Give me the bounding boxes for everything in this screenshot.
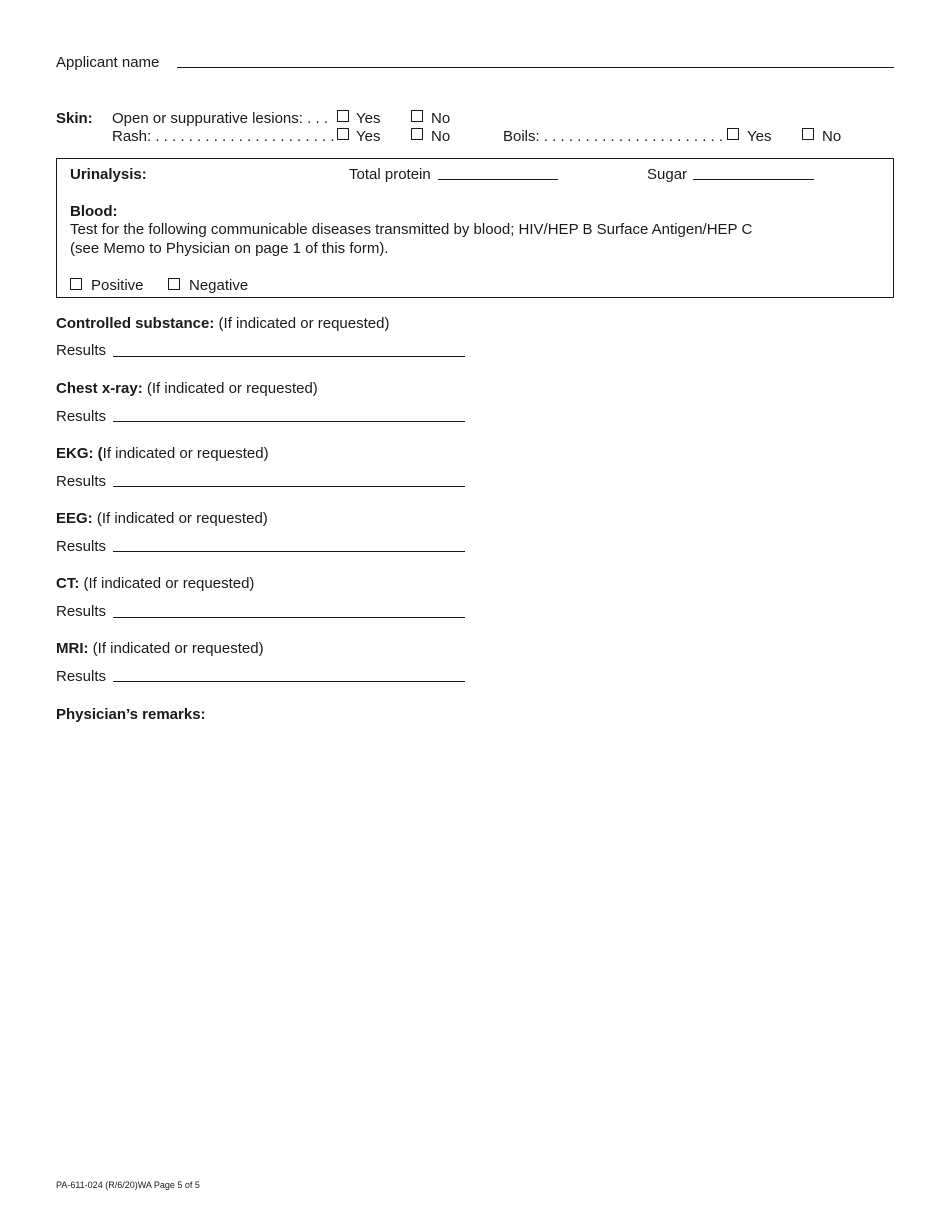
controlled-substance-heading bbox=[56, 315, 389, 332]
ekg-results-field[interactable] bbox=[113, 486, 465, 487]
ct-results-label: Results bbox=[56, 603, 107, 620]
blood-positive-checkbox[interactable] bbox=[70, 278, 82, 290]
physician-remarks-label: Physician’s remarks: bbox=[56, 706, 206, 723]
controlled-substance-results-label: Results bbox=[56, 342, 107, 359]
rash-no-label: No bbox=[431, 128, 451, 145]
skin-label: Skin: bbox=[56, 110, 93, 127]
ct-title: CT: bbox=[56, 575, 80, 592]
sugar-label: Sugar bbox=[647, 166, 688, 183]
blood-positive-label: Positive bbox=[91, 277, 144, 294]
blood-negative-label: Negative bbox=[189, 277, 249, 294]
rash-label: Rash: . . . . . . . . . . . . . . . . . . . . . . bbox=[112, 128, 335, 145]
rash-yes-checkbox[interactable] bbox=[337, 128, 349, 140]
chest-xray-heading bbox=[56, 380, 318, 397]
form-footer: PA-611-024 (R/6/20)WA Page 5 of 5 bbox=[56, 1180, 200, 1190]
sugar-field[interactable] bbox=[693, 179, 814, 180]
boils-yes-label: Yes bbox=[747, 128, 772, 145]
eeg-note: (If indicated or requested) bbox=[92, 510, 268, 527]
ekg-results-label: Results bbox=[56, 473, 107, 490]
chest-xray-note: (If indicated or requested) bbox=[142, 380, 318, 397]
controlled-substance-results-field[interactable] bbox=[113, 356, 465, 357]
total-protein-label: Total protein bbox=[349, 166, 431, 183]
chest-xray-title: Chest x-ray: bbox=[56, 380, 143, 397]
blood-label: Blood: bbox=[70, 203, 118, 220]
mri-title: MRI: bbox=[56, 640, 89, 657]
eeg-heading bbox=[56, 510, 268, 527]
lesions-no-checkbox[interactable] bbox=[411, 110, 423, 122]
ekg-heading bbox=[56, 445, 269, 462]
lesions-yes-checkbox[interactable] bbox=[337, 110, 349, 122]
ekg-title: EKG: ( bbox=[56, 445, 103, 462]
blood-description-line-2: (see Memo to Physician on page 1 of this form). bbox=[70, 240, 389, 257]
boils-yes-checkbox[interactable] bbox=[727, 128, 739, 140]
applicant-name-field[interactable] bbox=[177, 67, 894, 68]
ct-results-field[interactable] bbox=[113, 617, 465, 618]
eeg-title: EEG: bbox=[56, 510, 93, 527]
boils-label: Boils: . . . . . . . . . . . . . . . . . . . . . . bbox=[503, 128, 724, 145]
eeg-results-field[interactable] bbox=[113, 551, 465, 552]
applicant-name-label: Applicant name bbox=[56, 54, 160, 71]
ct-heading bbox=[56, 575, 254, 592]
boils-no-checkbox[interactable] bbox=[802, 128, 814, 140]
blood-negative-checkbox[interactable] bbox=[168, 278, 180, 290]
mri-results-label: Results bbox=[56, 668, 107, 685]
blood-description-line-1: Test for the following communicable diseases transmitted by blood; HIV/HEP B Surface Antigen/HEP C bbox=[70, 221, 753, 238]
chest-xray-results-label: Results bbox=[56, 408, 107, 425]
boils-no-label: No bbox=[822, 128, 842, 145]
urinalysis-label: Urinalysis: bbox=[70, 166, 147, 183]
chest-xray-results-field[interactable] bbox=[113, 421, 465, 422]
total-protein-field[interactable] bbox=[438, 179, 558, 180]
ekg-note: If indicated or requested) bbox=[102, 445, 269, 462]
controlled-substance-title: Controlled substance: bbox=[56, 315, 215, 332]
lesions-no-label: No bbox=[431, 110, 451, 127]
mri-note: (If indicated or requested) bbox=[88, 640, 264, 657]
ct-note: (If indicated or requested) bbox=[79, 575, 255, 592]
lesions-label: Open or suppurative lesions: . . . bbox=[112, 110, 328, 127]
mri-heading bbox=[56, 640, 264, 657]
rash-yes-label: Yes bbox=[356, 128, 381, 145]
eeg-results-label: Results bbox=[56, 538, 107, 555]
controlled-substance-note: (If indicated or requested) bbox=[214, 315, 390, 332]
physician-remarks-area[interactable] bbox=[56, 726, 894, 1156]
lesions-yes-label: Yes bbox=[356, 110, 381, 127]
rash-no-checkbox[interactable] bbox=[411, 128, 423, 140]
mri-results-field[interactable] bbox=[113, 681, 465, 682]
